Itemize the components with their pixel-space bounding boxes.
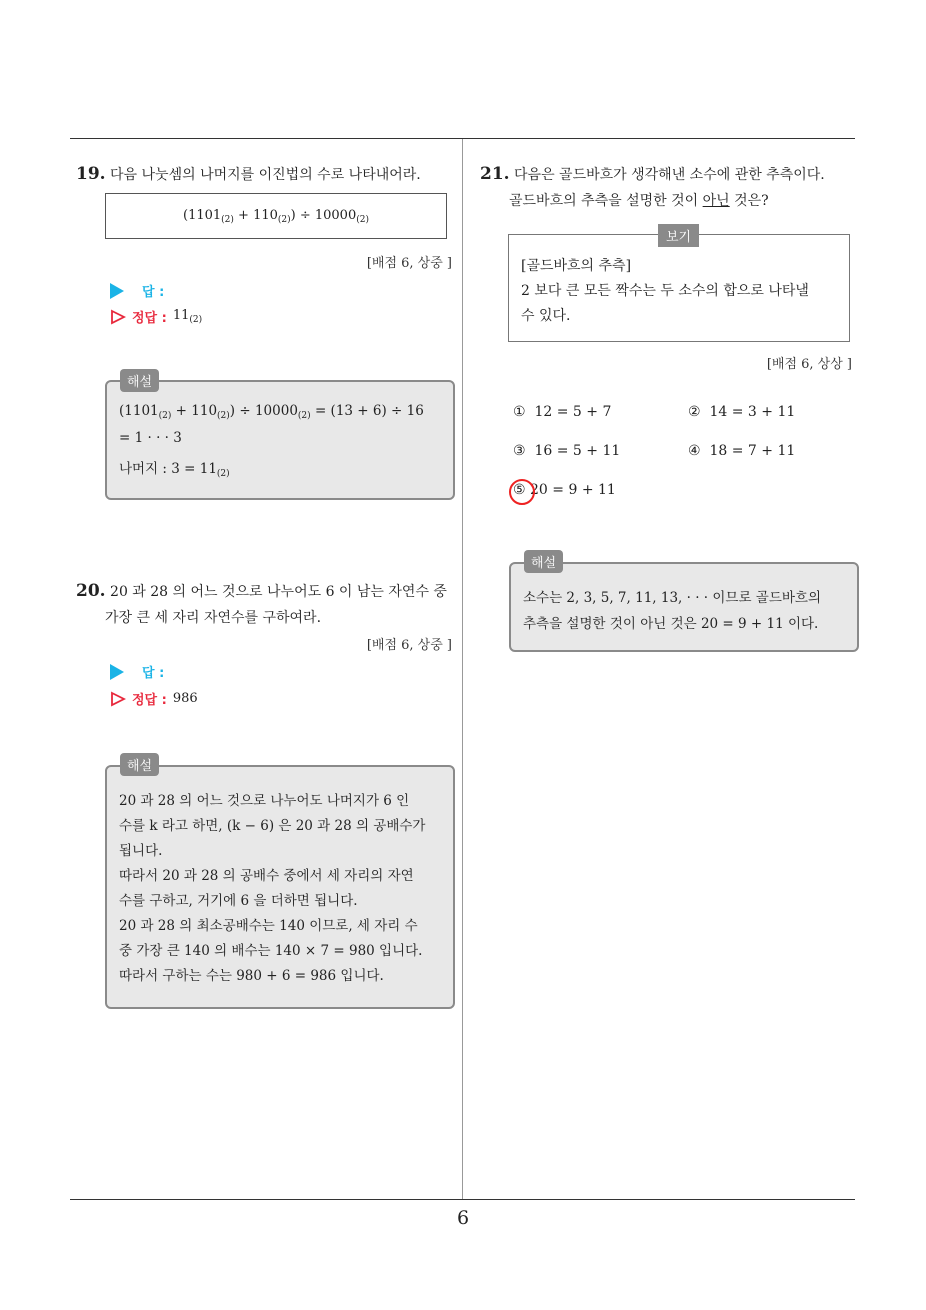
q20-explanation-box bbox=[105, 765, 455, 1009]
q19-explanation-box bbox=[105, 380, 455, 500]
q21-question bbox=[480, 164, 825, 184]
q21-explanation-tag: 해설 bbox=[524, 550, 563, 573]
q20-correct-label: 정답 : bbox=[132, 693, 167, 708]
q19-formula: $(1101_{(2)} + 110_{(2)}) \div 10000_{(2)}$ bbox=[183, 207, 369, 225]
q19-exp-line-2: = 1 · · · 3 bbox=[119, 430, 182, 446]
q19-correct-row bbox=[110, 307, 202, 326]
q19-score: [배점 6, 상중 ] bbox=[366, 256, 452, 271]
q21-underlined-word: 아닌 bbox=[702, 193, 730, 209]
q19-question bbox=[76, 164, 421, 184]
q19-exp-line-3: 나머지 : $3 = 11_{(2)}$ bbox=[119, 461, 230, 479]
q20-exp-line-5: 수를 구하고, 거기에 6 을 더하면 됩니다. bbox=[119, 893, 358, 909]
q21-text-2: 골드바흐의 추측을 설명한 것이 아닌 것은? bbox=[509, 193, 769, 209]
q19-answer-label: 답 : bbox=[142, 285, 165, 300]
triangle-outline-icon bbox=[110, 309, 126, 325]
q20-correct-row bbox=[110, 689, 198, 708]
q21-text-1: 다음은 골드바흐가 생각해낸 소수에 관한 추측이다. bbox=[514, 167, 825, 183]
q19-text: 다음 나눗셈의 나머지를 이진법의 수로 나타내어라. bbox=[110, 167, 421, 183]
column-divider bbox=[462, 139, 463, 1199]
q20-exp-line-2: 수를 k 라고 하면, (k − 6) 은 20 과 28 의 공배수가 bbox=[119, 818, 426, 834]
q21-choice-1[interactable]: ① 12 = 5 + 7 bbox=[513, 404, 612, 420]
q20-exp-line-6: 20 과 28 의 최소공배수는 140 이므로, 세 자리 수 bbox=[119, 918, 418, 934]
q20-answer-label: 답 : bbox=[142, 666, 165, 681]
q20-text-2: 가장 큰 세 자리 자연수를 구하여라. bbox=[105, 610, 322, 626]
q21-score: [배점 6, 상상 ] bbox=[766, 357, 852, 372]
q21-exp-line-1: 소수는 2, 3, 5, 7, 11, 13, · · · 이므로 골드바흐의 bbox=[523, 590, 821, 606]
q20-answer-row bbox=[110, 662, 164, 681]
q21-number: 21. bbox=[480, 164, 510, 184]
triangle-outline-icon bbox=[110, 691, 126, 707]
q21-exp-line-2: 추측을 설명한 것이 아닌 것은 20 = 9 + 11 이다. bbox=[523, 616, 819, 632]
q20-exp-line-1: 20 과 28 의 어느 것으로 나누어도 나머지가 6 인 bbox=[119, 793, 410, 809]
q21-bogi-line-2: 2 보다 큰 모든 짝수는 두 소수의 합으로 나타낼 bbox=[521, 283, 809, 299]
q19-explanation-tag: 해설 bbox=[120, 369, 159, 392]
q19-answer-row bbox=[110, 281, 164, 300]
q19-correct-label: 정답 : bbox=[132, 311, 167, 326]
answer-circle-icon bbox=[509, 479, 535, 505]
page-number: 6 bbox=[456, 1207, 470, 1229]
q20-text-1: 20 과 28 의 어느 것으로 나누어도 6 이 남는 자연수 중 bbox=[110, 584, 447, 600]
q19-correct-value: $11_{(2)}$ bbox=[172, 308, 203, 325]
play-icon bbox=[110, 283, 124, 299]
q21-choice-2[interactable]: ② 14 = 3 + 11 bbox=[688, 404, 796, 420]
q19-number: 19. bbox=[76, 164, 106, 184]
q21-explanation-box bbox=[509, 562, 859, 652]
q19-formula-box bbox=[105, 193, 447, 239]
q21-bogi-box bbox=[508, 234, 850, 342]
q21-bogi-line-3: 수 있다. bbox=[521, 308, 571, 324]
q21-choice-5[interactable]: ⑤ 20 = 9 + 11 bbox=[513, 482, 616, 498]
q20-number: 20. bbox=[76, 581, 106, 601]
q20-question bbox=[76, 581, 447, 601]
q20-explanation-tag: 해설 bbox=[120, 753, 159, 776]
q20-score: [배점 6, 상중 ] bbox=[366, 638, 452, 653]
q19-exp-line-1: $(1101_{(2)} + 110_{(2)}) \div 10000_{(2)} = (13 + 6) \div 16$ bbox=[119, 403, 424, 421]
q21-bogi-tag: 보기 bbox=[658, 224, 699, 247]
q20-exp-line-8: 따라서 구하는 수는 980 + 6 = 986 입니다. bbox=[119, 968, 384, 984]
q20-correct-value: 986 bbox=[172, 691, 198, 706]
q20-exp-line-7: 중 가장 큰 140 의 배수는 140 × 7 = 980 입니다. bbox=[119, 943, 423, 959]
bottom-rule bbox=[70, 1199, 855, 1200]
q21-choice-4[interactable]: ④ 18 = 7 + 11 bbox=[688, 443, 796, 459]
q20-exp-line-3: 됩니다. bbox=[119, 843, 163, 859]
q21-bogi-line-1: [골드바흐의 추측] bbox=[521, 258, 632, 274]
play-icon bbox=[110, 664, 124, 680]
q21-choice-3[interactable]: ③ 16 = 5 + 11 bbox=[513, 443, 621, 459]
q20-exp-line-4: 따라서 20 과 28 의 공배수 중에서 세 자리의 자연 bbox=[119, 868, 414, 884]
